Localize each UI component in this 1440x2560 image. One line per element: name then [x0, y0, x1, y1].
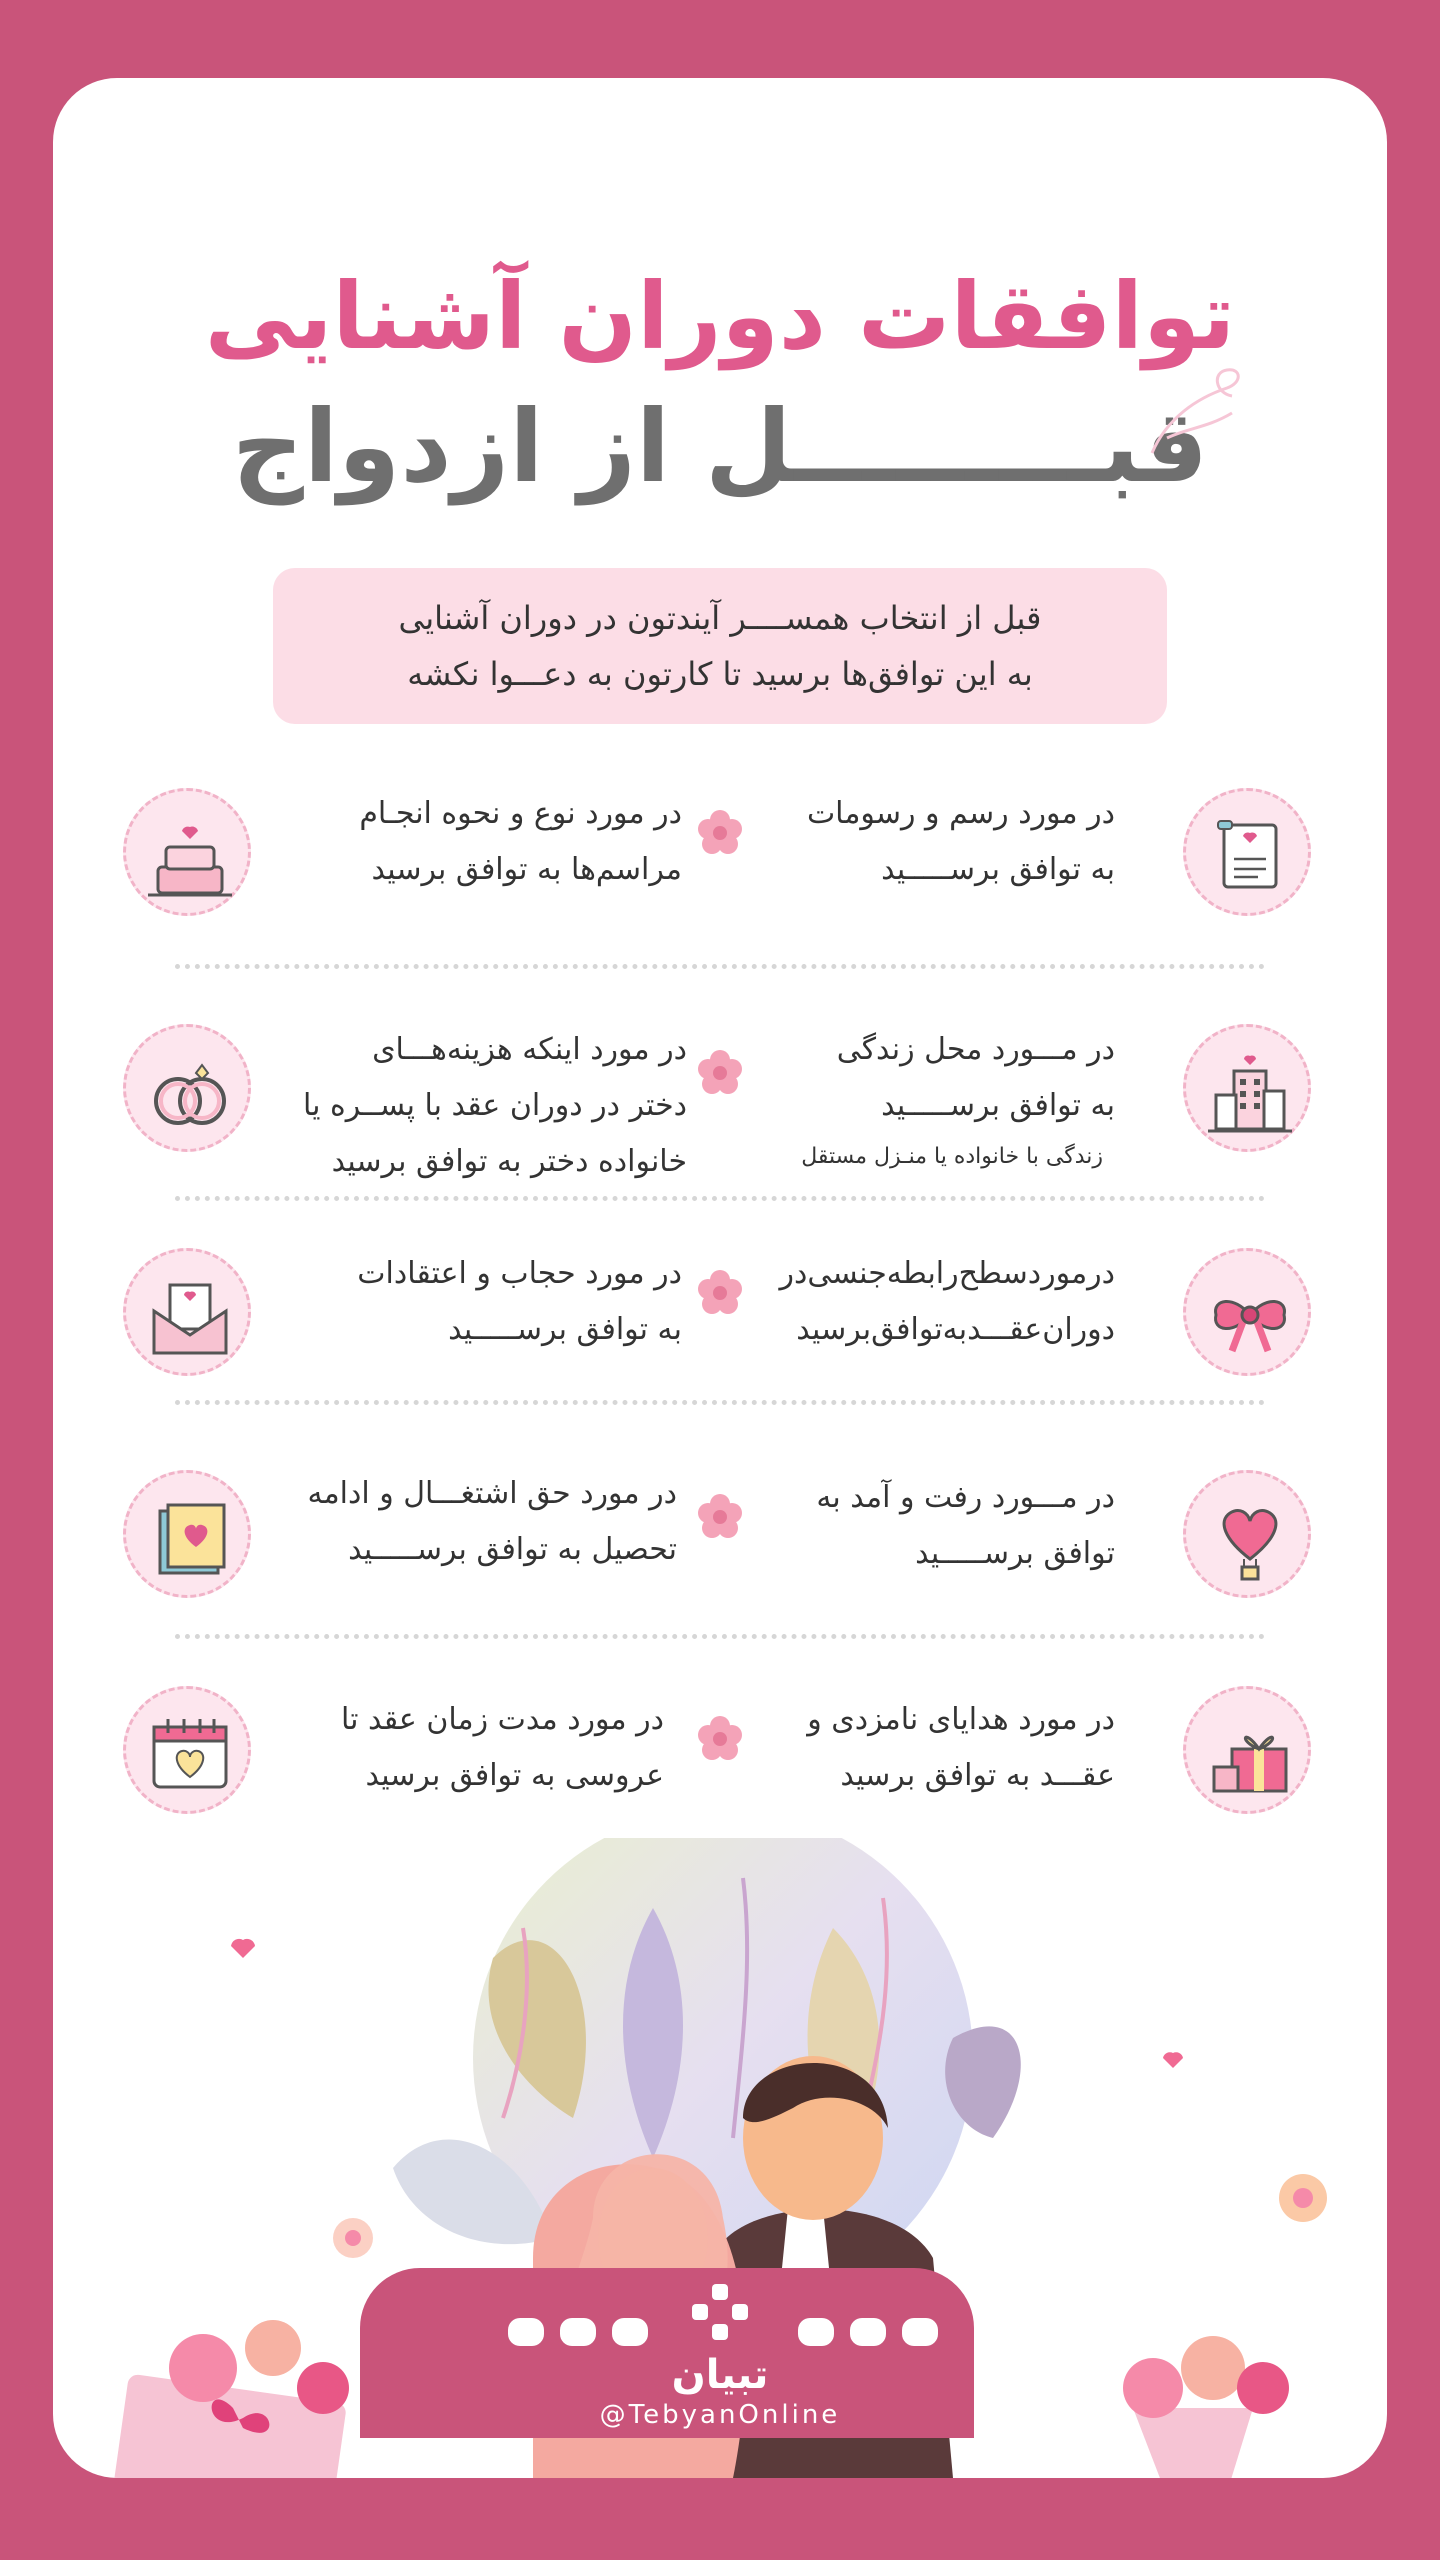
item-r3-right [715, 1246, 1115, 1366]
item-r3-left [262, 1246, 682, 1366]
curl-decoration-icon [1137, 358, 1247, 468]
flower-bullet-icon [695, 1048, 745, 1098]
building-icon [1183, 1024, 1311, 1152]
intro-box [273, 568, 1167, 724]
item-r3-left-line1: در مورد حجاب و اعتقادات [357, 1256, 682, 1291]
dotted-divider [175, 1400, 1265, 1405]
heart-calendar-icon [123, 1686, 251, 1814]
aparat-icon[interactable] [560, 2318, 596, 2346]
item-r3-right-line2: دوران‌عقـــدبه‌توافق‌برسید [796, 1312, 1115, 1347]
gift-box-icon [1183, 1686, 1311, 1814]
infographic-card [53, 78, 1387, 2478]
item-r5-right [735, 1692, 1115, 1812]
flower-bullet-icon [695, 808, 745, 858]
item-r5-right-line2: عقـــد به توافق برسید [840, 1758, 1115, 1793]
item-r4-left [237, 1466, 677, 1586]
item-r1-left [262, 786, 682, 906]
item-r5-left-line1: در مورد مدت زمان عقد تا [340, 1702, 664, 1737]
item-r2-left-line1: در مورد اینکه هزینه‌هـــای [372, 1032, 687, 1067]
item-r1-left-line2: مراسم‌ها به توافق برسید [371, 852, 682, 887]
item-r5-left [244, 1692, 664, 1812]
title-line-2: قبـــــــــل از ازدواج [231, 388, 1209, 505]
bow-icon [1183, 1248, 1311, 1376]
flower-bullet-icon [695, 1268, 745, 1318]
dotted-divider [175, 1634, 1265, 1639]
wedding-cake-icon [123, 788, 251, 916]
item-r2-left-line2: دختر در دوران عقد با پســره یا [302, 1088, 687, 1123]
heart-balloon-icon [1183, 1470, 1311, 1598]
item-r4-left-line2: تحصیل به توافق برســـــید [348, 1532, 677, 1567]
item-r2-right-note: زندگی با خانواده یا منـزل مستقل [801, 1144, 1103, 1169]
item-r1-right-line2: به توافق برســـــید [881, 852, 1115, 887]
item-r2-right-line1: در مـــورد محل زندگی [836, 1032, 1115, 1067]
item-r3-left-line2: به توافق برســـــید [448, 1312, 682, 1347]
instagram-icon[interactable] [508, 2318, 544, 2346]
flower-bullet-icon [695, 1492, 745, 1542]
item-r4-right-line1: در مـــورد رفت و آمد به [816, 1480, 1115, 1515]
youtube-icon[interactable] [902, 2318, 938, 2346]
item-r4-right-line2: توافق برســـــید [915, 1536, 1115, 1571]
flower-bullet-icon [695, 1714, 745, 1764]
tebyan-logo-text: تبیان [671, 2352, 769, 2398]
twitter-icon[interactable] [850, 2318, 886, 2346]
footer-handle[interactable]: @TebyanOnline [599, 2400, 841, 2430]
item-r5-right-line1: در مورد هدایای نامزدی و [807, 1702, 1115, 1737]
item-r1-right [755, 786, 1115, 906]
item-r2-left-line3: خانواده دختر به توافق برسید [331, 1144, 687, 1179]
heart-book-icon [123, 1470, 251, 1598]
social-icons-left [500, 2318, 656, 2350]
wedding-rings-icon [123, 1024, 251, 1152]
item-r1-left-line1: در مورد نوع و نحوه انجـام [359, 796, 682, 831]
item-r1-right-line1: در مورد رسم و رسومات [806, 796, 1115, 831]
item-r3-right-line1: درموردسطح‌رابطه‌جنسی‌در [779, 1256, 1115, 1291]
item-r2-right [735, 1022, 1115, 1192]
item-r2-right-line2: به توافق برســـــید [881, 1088, 1115, 1123]
telegram-icon[interactable] [798, 2318, 834, 2346]
item-r2-left [247, 1022, 687, 1192]
tebyan-logo-icon [690, 2282, 750, 2342]
item-r4-right [735, 1470, 1115, 1590]
scroll-heart-icon [1183, 788, 1311, 916]
title-line-1: توافقات دوران آشنایی [204, 263, 1236, 370]
dotted-divider [175, 964, 1265, 969]
dotted-divider [175, 1196, 1265, 1201]
item-r5-left-line2: عروسی به توافق برسید [365, 1758, 664, 1793]
eitaa-icon[interactable] [612, 2318, 648, 2346]
intro-line-2: به این توافق‌ها برسید تا کارتون به دعـــوا نکشه [407, 655, 1033, 693]
item-r4-left-line1: در مورد حق اشتغـــال و ادامه [307, 1476, 677, 1511]
intro-line-1: قبل از انتخاب همســــر آیندتون در دوران آشنایی [398, 599, 1042, 637]
social-icons-right [790, 2318, 946, 2350]
envelope-letter-icon [123, 1248, 251, 1376]
